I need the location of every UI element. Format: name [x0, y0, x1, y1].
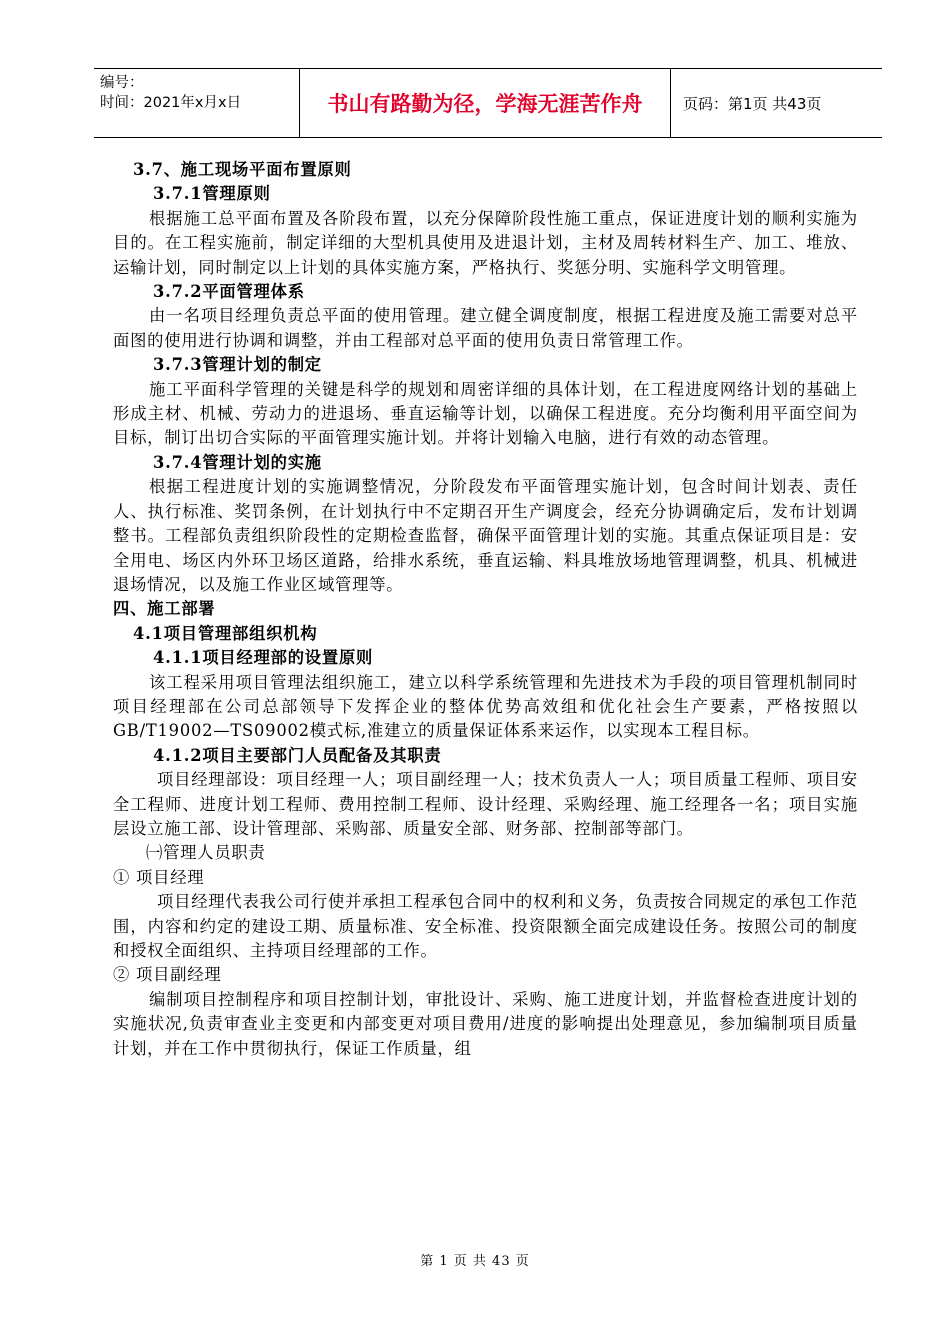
section-4-1-2-paragraph: 项目经理部设：项目经理一人；项目副经理一人；技术负责人一人；项目质量工程师、项目安全工程师、进度计划工程师、费用控制工程师、设计经理、采购经理、施工经理各一名；项目实施层设立施工部、设计管理部、采购部、质量安全部、财务部、控制部等部门。 — [113, 770, 858, 838]
section-3-7-1-heading: 3.7.1管理原则 — [153, 184, 271, 204]
deputy-manager-paragraph: 编制项目控制程序和项目控制计划，审批设计、采购、施工进度计划，并监督检查进度计划的实施状况,负责审查业主变更和内部变更对项目费用/进度的影响提出处理意见，参加编制项目质量计划，并在工作中贯彻执行，保证工作质量，组 — [113, 989, 858, 1058]
project-manager-heading: ① 项目经理 — [113, 867, 205, 887]
section-4-1-1-paragraph: 该工程采用项目管理法组织施工，建立以科学系统管理和先进技术为手段的项目管理机制同时项目经理部在公司总部领导下发挥企业的整体优势高效组和优化社会生产要素，严格按照以GB/T19002—TS09002模式标,准建立的质量保证体系来运作，以实现本工程目标。 — [113, 672, 858, 741]
section-3-7-3-paragraph: 施工平面科学管理的关键是科学的规划和周密详细的具体计划，在工程进度网络计划的基础上形成主材、机械、劳动力的进退场、垂直运输等计划，以确保工程进度。充分均衡利用平面空间为目标，制订出切合实际的平面管理实施计划。并将计划输入电脑，进行有效的动态管理。 — [113, 379, 858, 448]
section-3-7-1-paragraph: 根据施工总平面布置及各阶段布置，以充分保障阶段性施工重点，保证进度计划的顺利实施为目的。在工程实施前，制定详细的大型机具使用及进退计划，主材及周转材料生产、加工、堆放、运输计划，同时制定以上计划的具体实施方案，严格执行、奖惩分明、实施科学文明管理。 — [113, 208, 858, 277]
header-meta — [94, 69, 300, 137]
section-4-1-heading: 4.1项目管理部组织机构 — [133, 623, 318, 643]
header-motto: 书山有路勤为径，学海无涯苦作舟 — [300, 69, 671, 137]
document-time: 时间：2021年x月x日 — [100, 95, 242, 111]
section-3-7-4-paragraph: 根据工程进度计划的实施调整情况，分阶段发布平面管理实施计划，包含时间计划表、责任人、执行标准、奖罚条例，在计划执行中不定期召开生产调度会，经充分协调确定后，发布计划调整书。工程部负责组织阶段性的定期检查监督，确保平面管理计划的实施。其重点保证项目是：安全用电、场区内外环卫场区道路，给排水系统，垂直运输、料具堆放场地管理调整，机具、机械进退场情况，以及施工作业区域管理等。 — [113, 477, 858, 594]
section-4-1-1-heading: 4.1.1项目经理部的设置原则 — [153, 648, 374, 668]
section-4-1-2-heading: 4.1.2项目主要部门人员配备及其职责 — [153, 745, 442, 765]
section-3-7-heading: 3.7、施工现场平面布置原则 — [133, 160, 352, 179]
project-manager-paragraph: 项目经理代表我公司行使并承担工程承包合同中的权利和义务，负责按合同规定的承包工作范围，内容和约定的建设工期、质量标准、安全标准、投资限额全面完成建设任务。按照公司的制度和授权全面组织、主持项目经理部的工作。 — [113, 892, 858, 960]
document-body — [113, 158, 858, 1061]
duty-heading: ㈠管理人员职责 — [146, 843, 266, 863]
page-footer: 第 1 页 共 43 页 — [420, 1254, 530, 1269]
section-3-7-3-heading: 3.7.3管理计划的制定 — [153, 355, 322, 375]
section-3-7-2-heading: 3.7.2平面管理体系 — [153, 282, 305, 302]
page-header — [94, 68, 882, 138]
header-page-number: 页码：第1页 共43页 — [683, 94, 822, 113]
deputy-manager-heading: ② 项目副经理 — [113, 965, 222, 985]
section-4-heading: 四、施工部署 — [113, 599, 216, 619]
section-3-7-2-paragraph: 由一名项目经理负责总平面的使用管理。建立健全调度制度，根据工程进度及施工需要对总平面图的使用进行协调和调整，并由工程部对总平面的使用负责日常管理工作。 — [113, 306, 858, 350]
serial-number: 编号： — [100, 75, 144, 91]
section-3-7-4-heading: 3.7.4管理计划的实施 — [153, 452, 322, 472]
